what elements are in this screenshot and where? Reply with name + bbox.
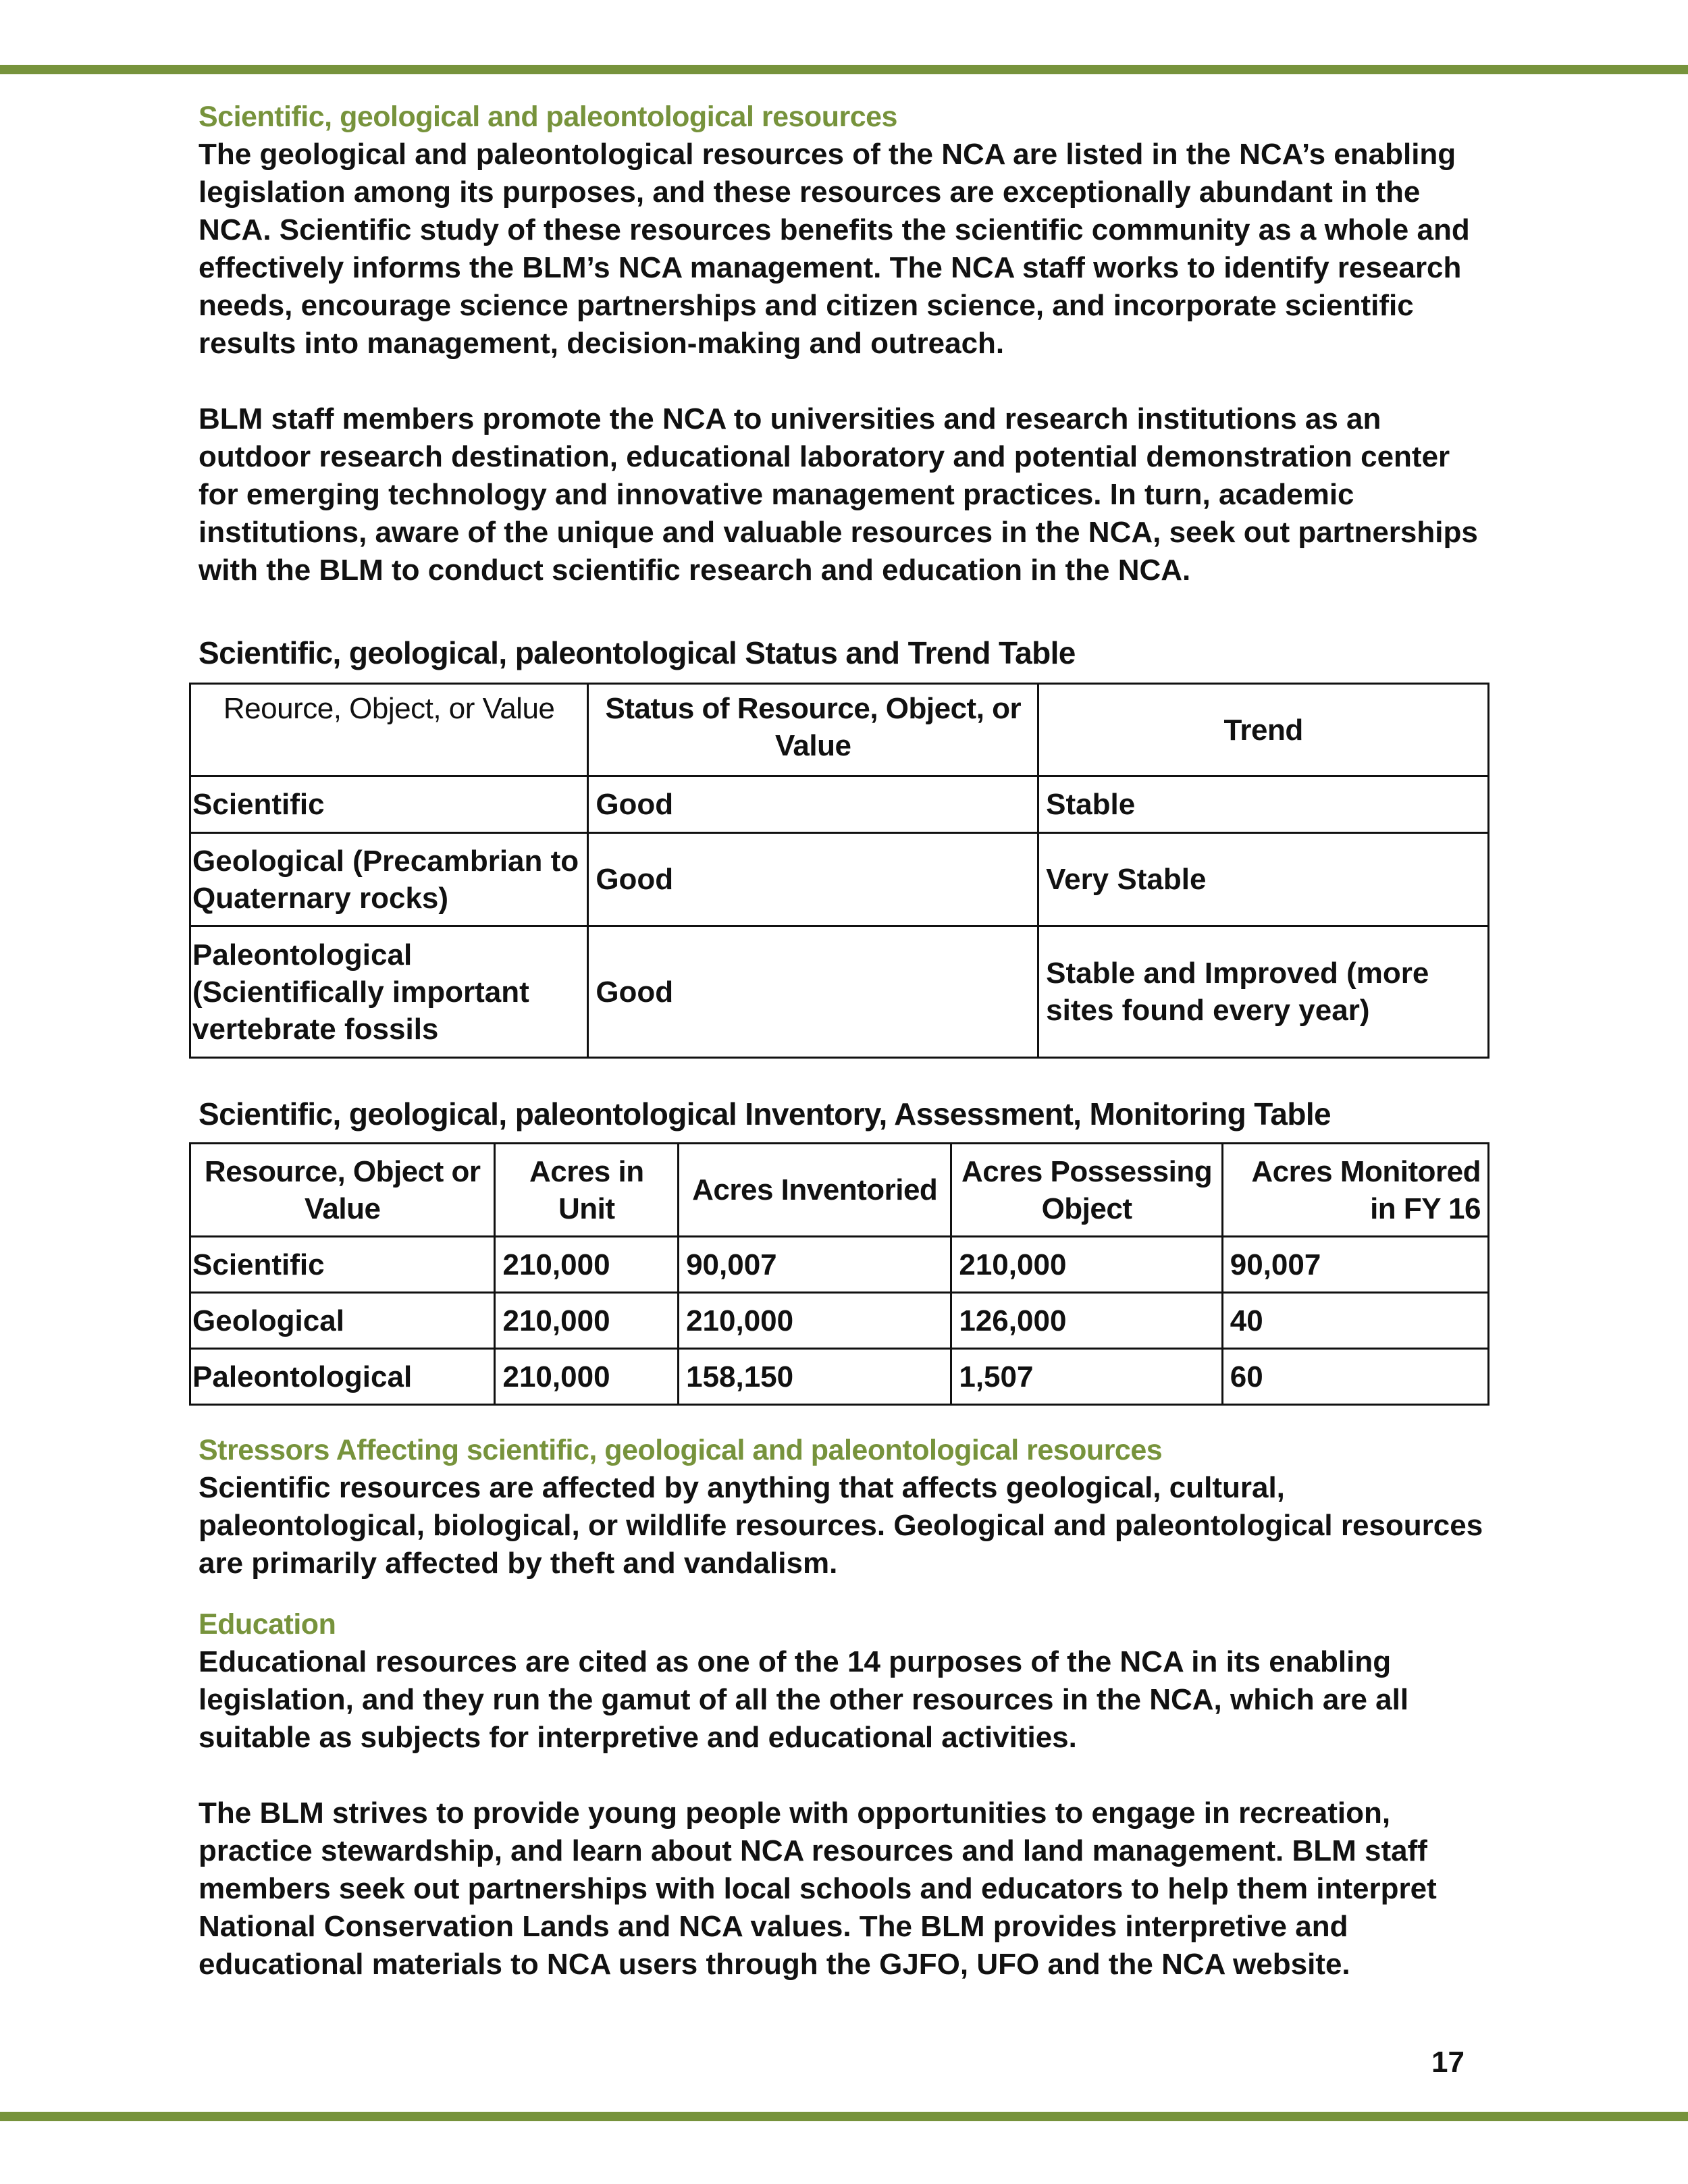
table-cell: Good — [588, 776, 1038, 833]
table-cell: 1,507 — [951, 1349, 1222, 1405]
table-cell: Geological — [190, 1293, 495, 1349]
table-cell: Paleontological (Scientifically important vertebrate fossils — [190, 926, 588, 1058]
section-heading-stressors: Stressors Affecting scientific, geological and paleontological resources — [199, 1434, 1163, 1466]
column-header: Resource, Object or Value — [190, 1144, 495, 1237]
table-row — [190, 833, 1489, 926]
table-cell: Very Stable — [1038, 833, 1489, 926]
table-cell: Good — [588, 833, 1038, 926]
table-cell: Scientific — [190, 1237, 495, 1293]
table-cell: 210,000 — [951, 1237, 1222, 1293]
page-number: 17 — [1431, 2046, 1465, 2079]
table-cell: Stable — [1038, 776, 1489, 833]
section-heading-education: Education — [199, 1608, 336, 1641]
table-cell: 210,000 — [495, 1293, 679, 1349]
table-cell: 126,000 — [951, 1293, 1222, 1349]
paragraph: Educational resources are cited as one of the 14 purposes of the NCA in its enabling legislation, and they run the gamut of all the other resources in the NCA, which are all suitable as subjects for interpretive and educational activities. — [199, 1645, 1409, 1754]
bottom-rule — [0, 2112, 1688, 2121]
section-heading-scientific: Scientific, geological and paleontological resources — [199, 101, 897, 133]
table-cell: Paleontological — [190, 1349, 495, 1405]
table-cell: 90,007 — [1222, 1237, 1488, 1293]
table-row — [190, 1237, 1489, 1293]
column-header: Acres Inventoried — [679, 1144, 951, 1237]
table-row — [190, 776, 1489, 833]
column-header: Acres Possessing Object — [951, 1144, 1222, 1237]
table-cell: 210,000 — [679, 1293, 951, 1349]
column-header: Acres in Unit — [495, 1144, 679, 1237]
paragraph: The BLM strives to provide young people with opportunities to engage in recreation, practice stewardship, and learn about NCA resources and land management. BLM staff members seek out partnerships with local schools and educators to help them interpret National Conservation Lands and NCA values. The BLM provides interpretive and educational materials to NCA users through the GJFO, UFO and the NCA website. — [199, 1796, 1437, 1981]
table-row — [190, 1349, 1489, 1405]
table-row — [190, 926, 1489, 1058]
table-header-row — [190, 1144, 1489, 1237]
column-header: Acres Monitored in FY 16 — [1222, 1144, 1488, 1237]
table-cell: Geological (Precambrian to Quaternary rocks) — [190, 833, 588, 926]
table-header-row — [190, 684, 1489, 776]
status-table-title: Scientific, geological, paleontological Status and Trend Table — [199, 635, 1076, 670]
inventory-assessment-table — [189, 1142, 1489, 1406]
column-header: Status of Resource, Object, or Value — [588, 684, 1038, 776]
table-cell: Scientific — [190, 776, 588, 833]
table-row — [190, 1293, 1489, 1349]
table-cell: 40 — [1222, 1293, 1488, 1349]
paragraph: Scientific resources are affected by anything that affects geological, cultural, paleontological, biological, or wildlife resources. Geological and paleontological resources are primarily affected by theft and vandalism. — [199, 1471, 1483, 1580]
paragraph: BLM staff members promote the NCA to universities and research institutions as an outdoor research destination, educational laboratory and potential demonstration center for emerging technology and innovative management practices. In turn, academic institutions, aware of the unique and valuable resources in the NCA, seek out partnerships with the BLM to conduct scientific research and education in the NCA. — [199, 402, 1478, 587]
table-cell: Stable and Improved (more sites found every year) — [1038, 926, 1489, 1058]
inventory-table-title: Scientific, geological, paleontological Inventory, Assessment, Monitoring Table — [199, 1096, 1331, 1131]
table-cell: Good — [588, 926, 1038, 1058]
column-header: Trend — [1038, 684, 1489, 776]
page-content — [192, 98, 1495, 1983]
column-header: Reource, Object, or Value — [190, 684, 588, 776]
table-cell: 158,150 — [679, 1349, 951, 1405]
paragraph: The geological and paleontological resources of the NCA are listed in the NCA’s enabling legislation among its purposes, and these resources are exceptionally abundant in the NCA. Scientific study of these resources benefits the scientific community as a whole and effectively informs the BLM’s NCA management. The NCA staff works to identify research needs, encourage science partnerships and citizen science, and incorporate scientific results into management, decision-making and outreach. — [199, 138, 1470, 360]
table-cell: 210,000 — [495, 1237, 679, 1293]
status-trend-table — [189, 683, 1489, 1059]
table-cell: 90,007 — [679, 1237, 951, 1293]
top-rule — [0, 65, 1688, 74]
table-cell: 60 — [1222, 1349, 1488, 1405]
table-cell: 210,000 — [495, 1349, 679, 1405]
